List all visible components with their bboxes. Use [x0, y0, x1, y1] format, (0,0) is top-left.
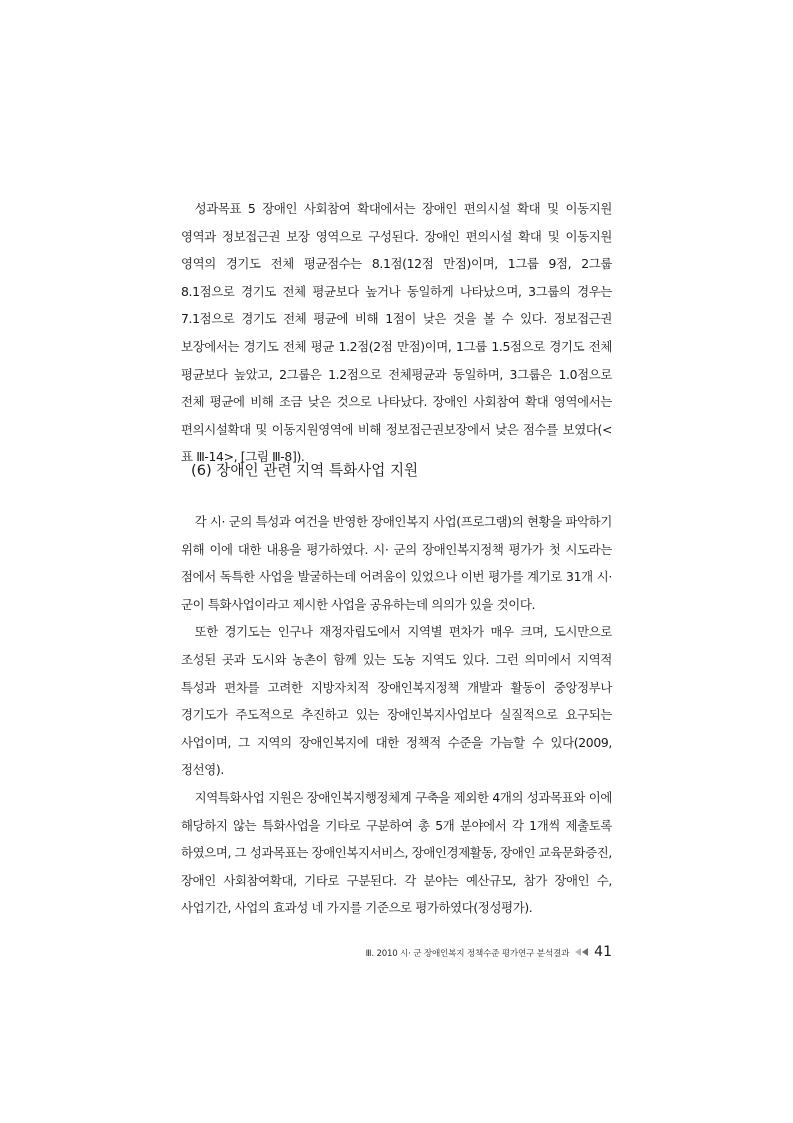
- paragraph: 성과목표 5 장애인 사회참여 확대에서는 장애인 편의시설 확대 및 이동지원 영역과 정보접근권 보장 영역으로 구성된다. 장애인 편의시설 확대 및 이동지원 영역의 경기도 전체 평균점수는 8.1점(12점 만점)이며, 1그룹 9점, 2그룹 8.1점으로 경기도 전체 평균보다 높거나 동일하게 나타났으며, 3그룹의 경우는 7.1점으로 경기도 전체 평균에 비해 1점이 낮은 것을 볼 수 있다. 정보접근권 보장에서는 경기도 전체 평균 1.2점(2점 만점)이며, 1그룹 1.5점으로 경기도 전체 평균보다 높았고, 2그룹은 1.2점으로 전체평균과 동일하며, 3그룹은 1.0점으로 전체 평균에 비해 조금 낮은 것으로 나타났다. 장애인 사회참여 확대 영역에서는 편의시설확대 및 이동지원영역에 비해 정보접근권보장에서 낮은 점수를 보였다(<표 Ⅲ-14>, [그림 Ⅲ-8]).: [181, 201, 612, 465]
- section-heading: (6) 장애인 관련 지역 특화사업 지원: [191, 462, 419, 479]
- paragraph: 지역특화사업 지원은 장애인복지행정체계 구축을 제외한 4개의 성과목표와 이에 해당하지 않는 특화사업을 기타로 구분하여 총 5개 분야에서 각 1개씩 제출토록 하였으며, 그 성과목표는 장애인복지서비스, 장애인경제활동, 장애인 교육문화증진, 장애인 사회참여확대, 기타로 구분된다. 각 분야는 예산규모, 참가 장애인 수, 사업기간, 사업의 효과성 네 가지를 기준으로 평가하였다(정성평가).: [181, 789, 612, 916]
- page-number: 41: [594, 944, 612, 960]
- double-left-arrow-icon: [575, 948, 589, 956]
- body-text-bottom: [181, 508, 612, 922]
- running-title: Ⅲ. 2010 시· 군 장애인복지 정책수준 평가연구 분석결과: [365, 949, 570, 959]
- page-footer: [366, 944, 612, 960]
- body-text-top: [181, 195, 612, 471]
- paragraph: 각 시· 군의 특성과 여건을 반영한 장애인복지 사업(프로그램)의 현황을 파악하기 위해 이에 대한 내용을 평가하였다. 시· 군의 장애인복지정책 평가가 첫 시도라는 점에서 독특한 사업을 발굴하는데 어려움이 있었으나 이번 평가를 계기로 31개 시· 군이 특화사업이라고 제시한 사업을 공유하는데 의의가 있을 것이다.: [181, 514, 612, 612]
- paragraph: 또한 경기도는 인구나 재정자립도에서 지역별 편차가 매우 크며, 도시만으로 조성된 곳과 도시와 농촌이 함께 있는 도농 지역도 있다. 그런 의미에서 지역적 특성과 편차를 고려한 지방자치적 장애인복지정책 개발과 활동이 중앙정부나 경기도가 주도적으로 추진하고 있는 장애인복지사업보다 실질적으로 요구되는 사업이며, 그 지역의 장애인복지에 대한 정책적 수준을 가늠할 수 있다(2009, 정선영).: [181, 624, 612, 778]
